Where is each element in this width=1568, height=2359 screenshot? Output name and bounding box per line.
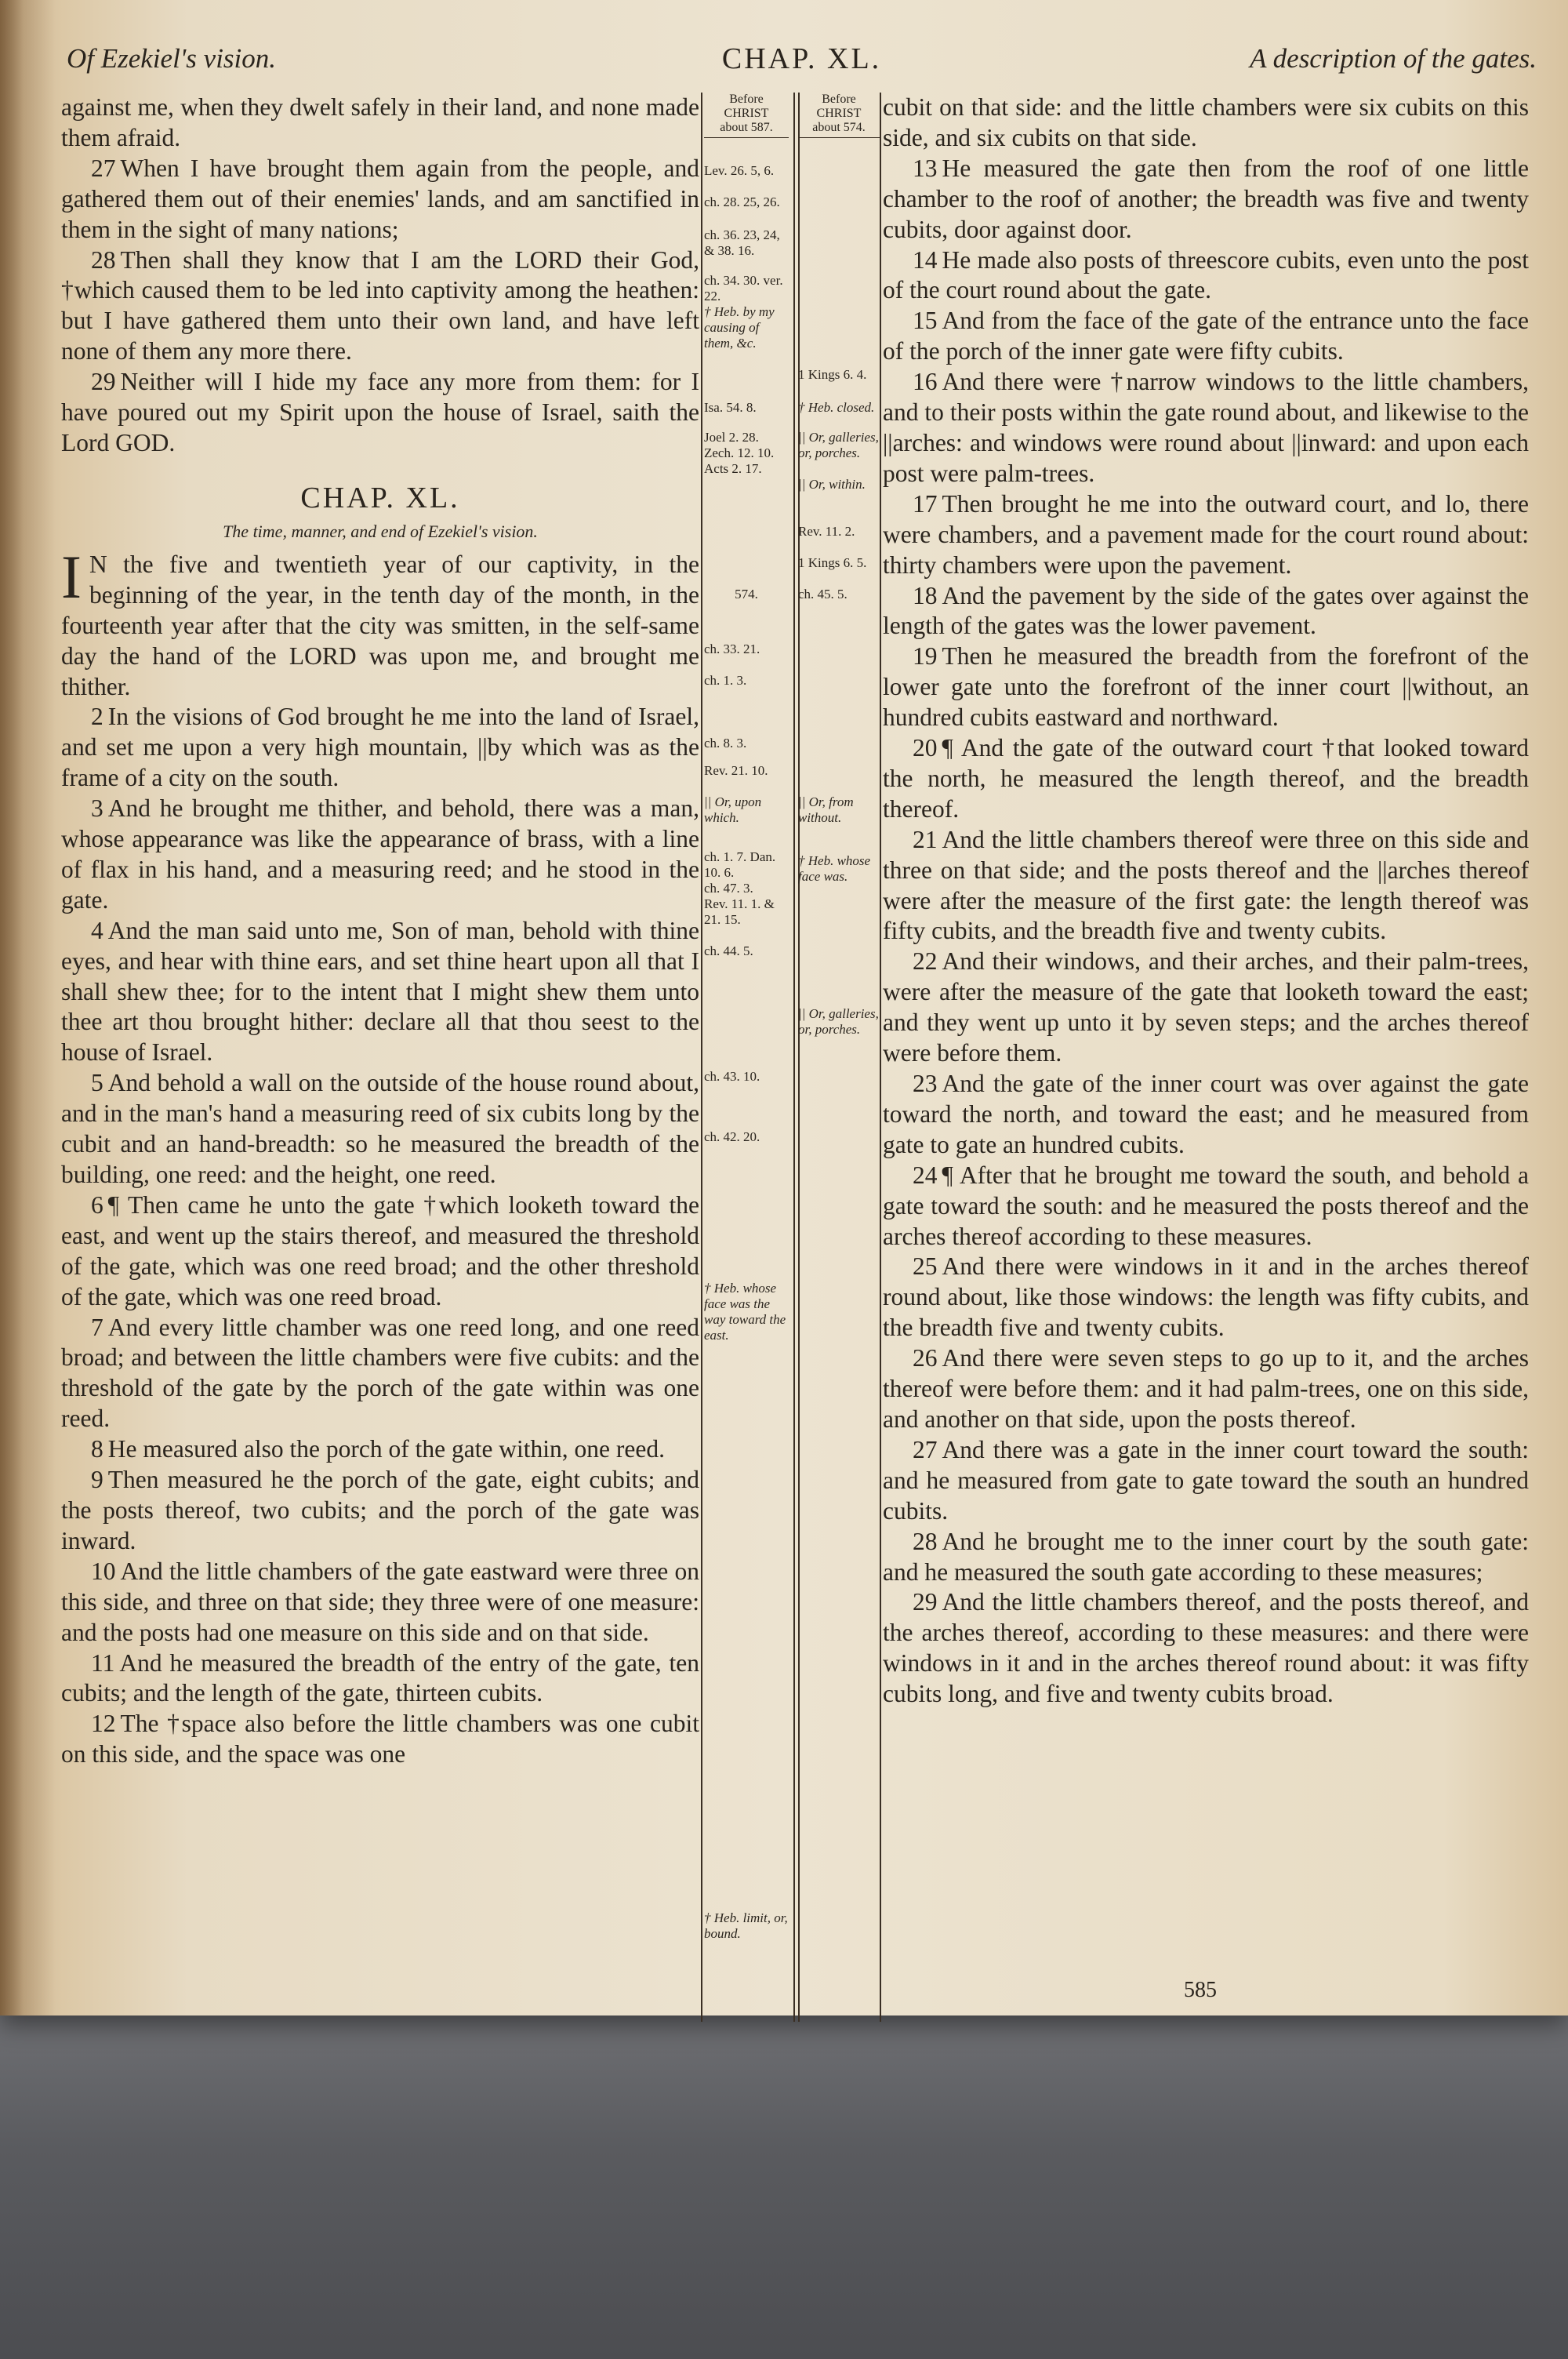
verse-number: 28 (913, 1527, 938, 1555)
verse-text: And he brought me to the inner court by the south gate: and he measured the south gate according to these measures; (883, 1527, 1529, 1586)
verse-text: He made also posts of threescore cubits, even unto the post of the court round about the gate. (883, 245, 1529, 304)
margin-ref: † Heb. whose face was the way toward the east. (704, 1281, 786, 1343)
verse-number: 22 (913, 947, 938, 976)
verse-number: 26 (913, 1344, 938, 1372)
verse (883, 1587, 1529, 1710)
verse-number: 12 (91, 1710, 116, 1738)
verse-text: Neither will I hide my face any more from them: for I have poured out my Spirit upon the house of Israel, saith the Lord GOD. (61, 368, 699, 456)
margin-ref: ch. 47. 3. (704, 881, 753, 896)
verse-text: And behold a wall on the outside of the house round about, and in the man's hand a measuring reed of six cubits long by the cubit and an hand-breadth: so he measured the breadth of the building, one reed: and the height, one reed. (61, 1069, 699, 1188)
verse-number: 6 (91, 1190, 103, 1219)
verse-text: ¶ After that he brought me toward the south, and behold a gate toward the south: and he measured the posts thereof and the arches thereof according to these measures. (883, 1161, 1529, 1250)
verse (61, 1465, 699, 1557)
header-chapter: CHAP. XL. (721, 42, 882, 75)
verse (61, 1434, 699, 1465)
verse (883, 1527, 1529, 1588)
verse-text: Then measured he the porch of the gate, eight cubits; and the posts thereof, two cubits; and the porch of the gate was inward. (61, 1466, 699, 1554)
verse-number: 15 (913, 307, 938, 335)
verse (61, 245, 699, 368)
verse (883, 733, 1529, 825)
verse-number: 2 (91, 703, 103, 731)
verse-number: 16 (913, 368, 938, 396)
verse-text: And he brought me thither, and behold, there was a man, whose appearance was like the appearance of brass, with a line of flax in his hand, and a measuring reed; and he stood in the gate. (61, 794, 699, 914)
margin-ref: Isa. 54. 8. (704, 400, 757, 415)
verse-number: 28 (91, 245, 116, 274)
margin-ref: || Or, from without. (798, 794, 854, 825)
margin-ref: ch. 8. 3. (704, 736, 747, 751)
page-gutter-shadow (0, 0, 24, 2016)
verse-number: 4 (91, 916, 103, 944)
verse (883, 154, 1529, 245)
header-left: Of Ezekiel's vision. (67, 43, 277, 74)
verse-text: He measured the gate then from the roof of one little chamber to the roof of another; the breadth was five and twenty cubits, door against door. (883, 154, 1529, 243)
right-text-column (883, 93, 1529, 1710)
margin-ref: Rev. 11. 2. (798, 524, 855, 539)
verse (61, 1190, 699, 1313)
margin-ref: † Heb. by my causing of them, &c. (704, 304, 775, 351)
margin-ref: Rev. 11. 1. & 21. 15. (704, 896, 775, 927)
verse-text: And their windows, and their arches, and their palm-trees, were after the measure of the gate that looketh toward the east; and they went up unto it by seven steps; and the arches thereof were before them. (883, 947, 1529, 1067)
verse-text: The †space also before the little chambers was one cubit on this side, and the space was one (61, 1710, 699, 1768)
verse-text: And the man said unto me, Son of man, behold with thine eyes, and hear with thine ears, and set thine heart upon all that I shall shew thee; for to the intent that I might shew them unto thee art thou brought hither: declare all that thou seest to the house of Israel. (61, 916, 699, 1067)
verse (883, 642, 1529, 733)
margin-heading-before: Before (729, 93, 764, 106)
verse-number: 14 (913, 245, 938, 274)
margin-ref: 574. (735, 587, 758, 602)
verse-number: 8 (91, 1435, 103, 1463)
verse-number: 7 (91, 1313, 103, 1341)
verse-number: 9 (91, 1466, 103, 1494)
verse (883, 1069, 1529, 1161)
margin-ref: ch. 36. 23, 24, & 38. 16. (704, 227, 780, 258)
verse-text: ¶ Then came he unto the gate †which looketh toward the east, and went up the stairs thereof, and measured the threshold of the gate, which was one reed broad; and the other threshold of the gate, which was one reed broad. (61, 1190, 699, 1310)
margin-ref: † Heb. closed. (798, 400, 875, 415)
verse-number: 17 (913, 489, 938, 518)
margin-ref: || Or, upon which. (704, 794, 762, 825)
verse (883, 489, 1529, 581)
verse-text: ¶ And the gate of the outward court †that looked toward the north, he measured the length thereof, and the breadth thereof. (883, 734, 1529, 823)
verse-text: And there was a gate in the inner court toward the south: and he measured from gate to gate toward the south an hundred cubits. (883, 1435, 1529, 1525)
margin-ref: ch. 44. 5. (704, 943, 753, 958)
verse-text: And from the face of the gate of the entrance unto the face of the porch of the inner gate were fifty cubits. (883, 307, 1529, 365)
margin-ref: 1 Kings 6. 4. (798, 367, 867, 382)
margin-references-left (704, 93, 789, 1941)
margin-ref: Joel 2. 28. Zech. 12. 10. Acts 2. 17. (704, 430, 775, 476)
continuation-text: against me, when they dwelt safely in their land, and none made them afraid. (61, 93, 699, 151)
verse (61, 794, 699, 916)
verse-text: And the little chambers thereof, and the posts thereof, and the arches thereof, according to these measures: and there were windows in it and in the arches thereof round about: it was fifty cubits long, and five and twenty cubits broad. (883, 1588, 1529, 1708)
verse (61, 1709, 699, 1770)
verse (883, 1252, 1529, 1343)
verse (883, 1343, 1529, 1435)
verse (61, 1648, 699, 1710)
margin-ref: || Or, within. (798, 477, 866, 492)
verse-text: And every little chamber was one reed long, and one reed broad; and between the little chambers were five cubits: and the threshold of the gate by the porch of the gate within was one reed. (61, 1313, 699, 1433)
verse-number: 27 (91, 154, 116, 182)
column-rule (793, 93, 795, 2022)
verse (61, 702, 699, 794)
verse (883, 947, 1529, 1069)
verse-number: 29 (913, 1588, 938, 1616)
verse (883, 825, 1529, 947)
margin-heading (704, 93, 789, 138)
margin-heading-year: about 587. (720, 121, 773, 134)
verse-text: When I have brought them again from the people, and gathered them out of their enemies' lands, and am sanctified in them in the sight of many nations; (61, 154, 699, 243)
verse (883, 1161, 1529, 1252)
verse-number: 5 (91, 1069, 103, 1097)
verse-text: And there were †narrow windows to the little chambers, and to their posts within the gate round about, and likewise to the ||arches: and windows were round about ||inward: and upon each post were palm-trees. (883, 368, 1529, 487)
verse-number: 29 (91, 368, 116, 396)
verse-number: 3 (91, 794, 103, 823)
margin-heading-year: about 574. (812, 121, 866, 134)
margin-ref: ch. 1. 3. (704, 673, 747, 688)
margin-ref: ch. 1. 7. Dan. 10. 6. (704, 849, 776, 880)
verse (61, 154, 699, 245)
margin-heading (798, 93, 880, 138)
margin-ref: ch. 42. 20. (704, 1129, 760, 1144)
table-surface (0, 2008, 1568, 2359)
verse-text: And there were seven steps to go up to it, and the arches thereof were before them: and it had palm-trees, one on this side, and another on that side, upon the posts thereof. (883, 1344, 1529, 1433)
verse (61, 1557, 699, 1648)
column-rule (701, 93, 702, 2022)
verse-text: In the visions of God brought he me into the land of Israel, and set me upon a very high mountain, ||by which was as the frame of a city on the south. (61, 703, 699, 792)
verse-number: 27 (913, 1435, 938, 1463)
margin-ref: Lev. 26. 5, 6. (704, 163, 775, 178)
verse-number: 20 (913, 734, 938, 762)
verse (61, 542, 699, 703)
verse-number: 10 (91, 1557, 116, 1585)
margin-heading-christ: CHRIST (724, 107, 769, 120)
margin-ref: || Or, galleries, or, porches. (798, 430, 879, 460)
verse-text: Then brought he me into the outward court, and lo, there were chambers, and a pavement made for the court round about: thirty chambers were upon the pavement. (883, 489, 1529, 579)
running-header (67, 43, 1537, 82)
verse-text: Then shall they know that I am the LORD their God, †which caused them to be led into captivity among the heathen: but I have gathered them unto their own land, and have left none of them any more there. (61, 245, 699, 365)
verse (883, 581, 1529, 642)
column-rule (880, 93, 881, 2022)
chapter-title: CHAP. XL. (300, 481, 460, 514)
verse-number: 21 (913, 825, 938, 853)
verse (61, 1068, 699, 1190)
verse-text: He measured also the porch of the gate within, one reed. (107, 1435, 665, 1463)
drop-cap: I (61, 542, 82, 611)
margin-ref: ch. 45. 5. (798, 587, 848, 602)
verse (883, 1435, 1529, 1527)
continuation-text: cubit on that side: and the little chambers were six cubits on this side, and six cubits on that side. (883, 93, 1529, 151)
margin-ref: Rev. 21. 10. (704, 763, 768, 778)
margin-ref: || Or, galleries, or, porches. (798, 1006, 879, 1037)
margin-heading-christ: CHRIST (816, 107, 862, 120)
margin-ref: ch. 34. 30. ver. 22. (704, 273, 783, 304)
margin-references-right (798, 93, 880, 1037)
margin-ref: ch. 43. 10. (704, 1069, 760, 1084)
verse-text: And there were windows in it and in the arches thereof round about, like those windows: the length was fifty cubits, and the breadth five and twenty cubits. (883, 1252, 1529, 1342)
verse (61, 367, 699, 459)
margin-ref: † Heb. whose face was. (798, 853, 871, 884)
verse-text: N the five and twentieth year of our captivity, in the beginning of the year, in the tenth day of the month, in the fourteenth year after that the city was smitten, in the self-same day the hand of the LORD was upon me, and brought me thither. (61, 550, 699, 700)
margin-ref: † Heb. limit, or, bound. (704, 1910, 788, 1941)
page-number: 585 (1184, 1978, 1217, 2002)
header-right: A description of the gates. (1250, 43, 1537, 74)
verse-number: 25 (913, 1252, 938, 1281)
verse-text: And the little chambers thereof were three on this side and three on that side; and the posts thereof and the ||arches thereof were after the measure of the first gate: the length thereof was fifty cubits, and the breadth five and twenty cubits. (883, 825, 1529, 945)
verse (883, 306, 1529, 367)
margin-heading-before: Before (822, 93, 856, 106)
verse-text: And the pavement by the side of the gates over against the length of the gates was the lower pavement. (883, 581, 1529, 640)
margin-ref: ch. 28. 25, 26. (704, 194, 780, 209)
verse-number: 13 (913, 154, 938, 182)
margin-ref: ch. 33. 21. (704, 642, 760, 656)
verse (61, 1313, 699, 1435)
left-text-column (61, 93, 699, 1770)
verse (883, 245, 1529, 307)
verse (61, 916, 699, 1069)
verse-text: And the little chambers of the gate eastward were three on this side, and three on that side; they three were of one measure: and the posts had one measure on this side and on that side. (61, 1557, 699, 1646)
margin-ref: 1 Kings 6. 5. (798, 555, 867, 570)
verse-number: 11 (91, 1648, 115, 1677)
verse-number: 18 (913, 581, 938, 609)
chapter-summary: The time, manner, and end of Ezekiel's vision. (223, 521, 538, 541)
verse-text: And he measured the breadth of the entry of the gate, ten cubits; and the length of the gate, thirteen cubits. (61, 1648, 699, 1707)
verse-number: 23 (913, 1070, 938, 1097)
verse (883, 367, 1529, 489)
verse-number: 24 (913, 1161, 938, 1189)
verse-text: And the gate of the inner court was over against the gate toward the north, and toward the east; and he measured from gate to gate an hundred cubits. (883, 1070, 1529, 1158)
verse-text: Then he measured the breadth from the forefront of the lower gate unto the forefront of the inner court ||without, an hundred cubits eastward and northward. (883, 642, 1529, 732)
verse-number: 19 (913, 642, 938, 671)
